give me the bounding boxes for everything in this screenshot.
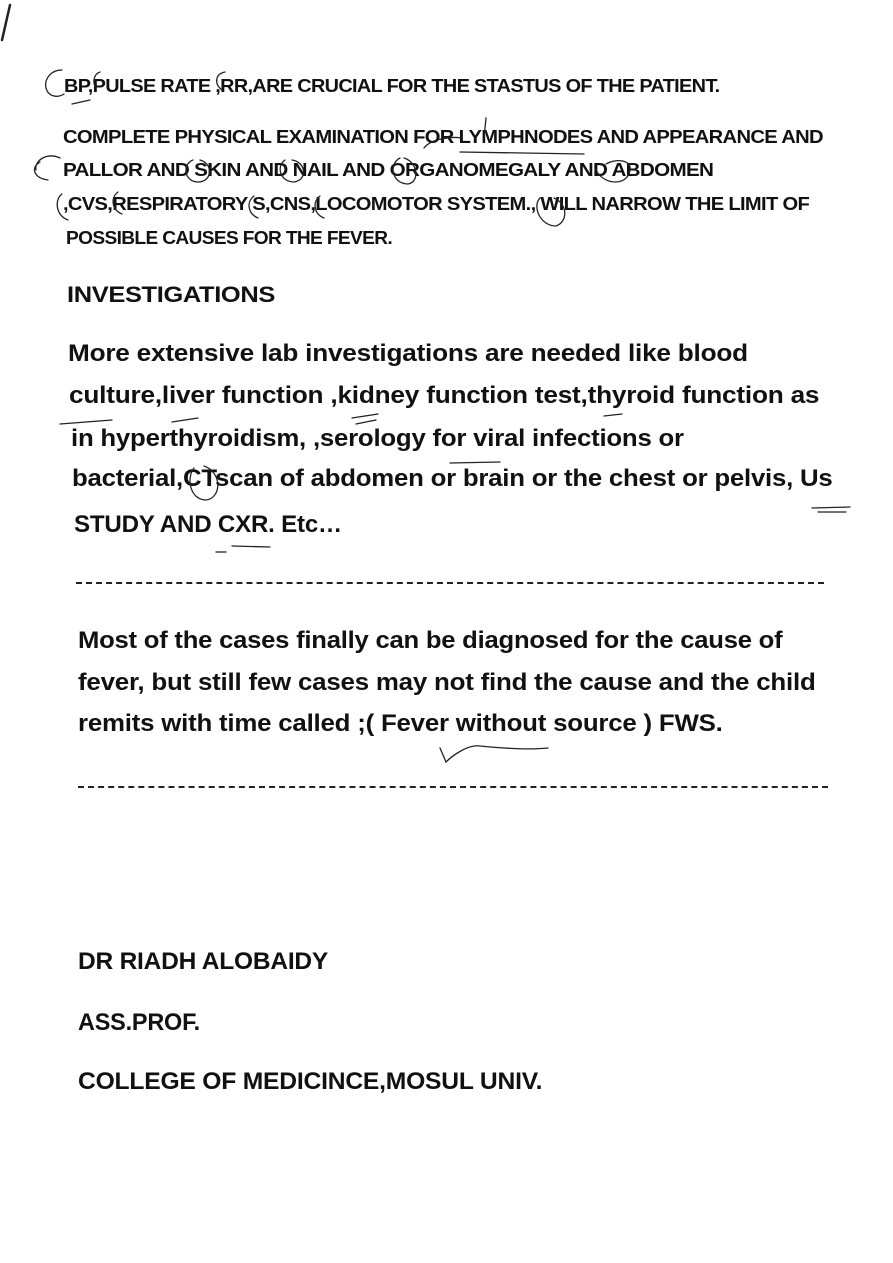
pen-stroke — [604, 414, 622, 416]
author-institution: COLLEGE OF MEDICINCE,MOSUL UNIV. — [78, 1068, 543, 1095]
exam-line-3: ,CVS,RESPIRATORY S,CNS,LOCOMOTOR SYSTEM., WILL NARROW THE LIMIT OF — [63, 194, 810, 214]
pen-stroke — [812, 507, 850, 512]
investigations-line-3: in hyperthyroidism, ,serology for viral infections or — [71, 425, 684, 452]
pen-stroke — [450, 462, 500, 463]
exam-line-4: POSSIBLE CAUSES FOR THE FEVER. — [66, 228, 393, 248]
pen-stroke — [216, 546, 270, 552]
pen-circle — [315, 196, 324, 218]
pen-circle — [113, 192, 122, 214]
investigations-line-2: culture,liver function ,kidney function test,thyroid function as — [69, 382, 820, 409]
author-title: ASS.PROF. — [78, 1009, 200, 1036]
pen-circle — [190, 466, 218, 500]
pen-circle — [46, 70, 64, 96]
pen-circle — [424, 137, 462, 148]
exam-line-1: COMPLETE PHYSICAL EXAMINATION FOR LYMPHNODES AND APPEARANCE AND — [63, 127, 823, 147]
pen-circle — [217, 72, 225, 90]
vitals-sentence: BP,PULSE RATE ,RR,ARE CRUCIAL FOR THE STASTUS OF THE PATIENT. — [64, 76, 720, 96]
pen-stroke — [352, 414, 378, 424]
pen-stroke — [440, 746, 548, 762]
conclusion-line-2: fever, but still few cases may not find the cause and the child — [78, 669, 816, 696]
investigations-heading: INVESTIGATIONS — [67, 282, 275, 307]
pen-circle — [249, 196, 258, 218]
pen-circle — [280, 160, 303, 182]
pen-stroke — [60, 420, 112, 424]
pen-stroke — [460, 152, 584, 154]
pen-stroke — [484, 118, 486, 138]
author-name: DR RIADH ALOBAIDY — [78, 948, 329, 975]
pen-stroke — [172, 418, 198, 422]
pen-circle — [186, 160, 210, 182]
pen-stroke — [2, 5, 10, 40]
pen-circle — [57, 194, 68, 220]
conclusion-line-1: Most of the cases finally can be diagnosed for the cause of — [78, 627, 783, 654]
pen-circle — [537, 198, 565, 226]
conclusion-line-3: remits with time called ;( Fever without source ) FWS. — [78, 710, 723, 737]
investigations-line-4: bacterial,CTscan of abdomen or brain or the chest or pelvis, Us — [72, 465, 833, 492]
investigations-line-1: More extensive lab investigations are needed like blood — [68, 340, 748, 367]
pen-circle — [393, 158, 416, 184]
pen-circle — [94, 72, 100, 88]
pen-circle — [34, 156, 60, 180]
investigations-line-5: STUDY AND CXR. Etc… — [74, 511, 342, 538]
pen-circle — [596, 161, 630, 182]
pen-stroke — [72, 100, 90, 104]
exam-line-2: PALLOR AND SKIN AND NAIL AND ORGANOMEGALY AND ABDOMEN — [63, 160, 714, 180]
